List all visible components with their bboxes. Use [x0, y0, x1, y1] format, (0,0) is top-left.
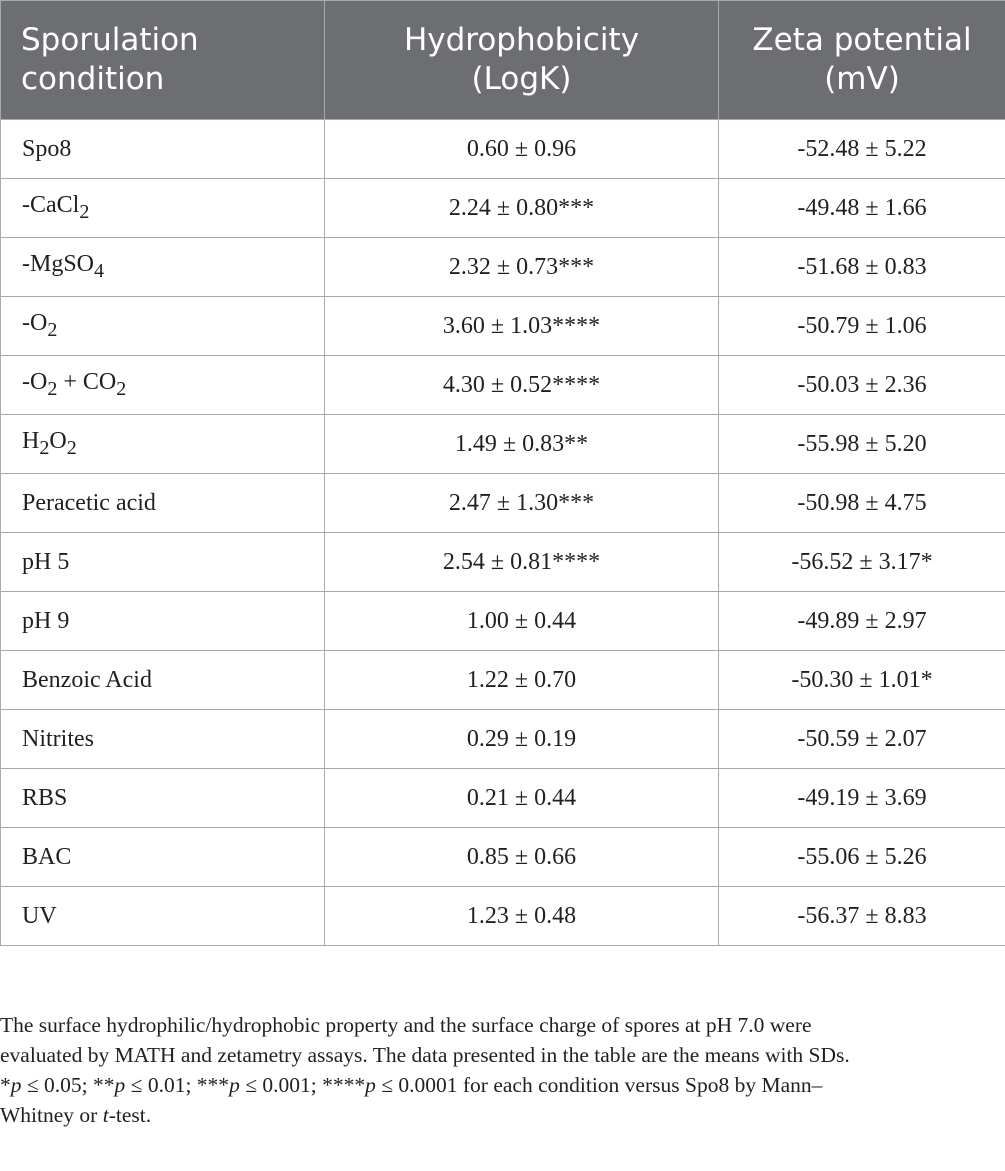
- hydrophobicity-cell: 2.24 ± 0.80***: [325, 179, 719, 238]
- zeta-potential-cell: -49.89 ± 2.97: [719, 592, 1005, 651]
- zeta-potential-cell: -49.19 ± 3.69: [719, 769, 1005, 828]
- footnote-italic-p: p: [114, 1073, 126, 1097]
- subscript: 2: [116, 377, 127, 400]
- table-row: [1, 415, 1005, 474]
- condition-text: -O: [22, 369, 48, 396]
- condition-cell: [1, 769, 325, 828]
- table-row: [1, 887, 1005, 946]
- hydrophobicity-cell: 3.60 ± 1.03****: [325, 297, 719, 356]
- table-row: [1, 356, 1005, 415]
- footnote-text: ≤ 0.0001 for each condition versus Spo8 by Mann–: [375, 1073, 823, 1097]
- zeta-potential-cell: -51.68 ± 0.83: [719, 238, 1005, 297]
- condition-text: BAC: [22, 843, 72, 870]
- condition-cell: [1, 179, 325, 238]
- header-row: [1, 1, 1005, 120]
- subscript: 4: [94, 259, 105, 282]
- header-hydrophobicity: [325, 1, 719, 120]
- header-text: (LogK): [471, 61, 572, 97]
- hydrophobicity-cell: 2.32 ± 0.73***: [325, 238, 719, 297]
- hydrophobicity-cell: 1.00 ± 0.44: [325, 592, 719, 651]
- footnote-italic-p: p: [365, 1073, 376, 1097]
- condition-cell: [1, 710, 325, 769]
- zeta-potential-cell: -50.03 ± 2.36: [719, 356, 1005, 415]
- condition-cell: [1, 533, 325, 592]
- subscript: 2: [66, 436, 77, 459]
- hydrophobicity-cell: 1.23 ± 0.48: [325, 887, 719, 946]
- table-row: [1, 238, 1005, 297]
- zeta-potential-cell: -49.48 ± 1.66: [719, 179, 1005, 238]
- hydrophobicity-cell: 0.85 ± 0.66: [325, 828, 719, 887]
- hydrophobicity-cell: 2.54 ± 0.81****: [325, 533, 719, 592]
- condition-text: Benzoic Acid: [22, 666, 152, 693]
- table-row: [1, 474, 1005, 533]
- table-row: [1, 828, 1005, 887]
- table-row: [1, 769, 1005, 828]
- zeta-potential-cell: -52.48 ± 5.22: [719, 120, 1005, 179]
- condition-cell: [1, 120, 325, 179]
- condition-cell: [1, 356, 325, 415]
- condition-text: UV: [22, 902, 57, 929]
- header-text: Zeta potential: [752, 22, 972, 58]
- table-body: [1, 120, 1005, 946]
- condition-text: Peracetic acid: [22, 489, 156, 516]
- footnote-text: *: [0, 1073, 11, 1097]
- footnote-text: Whitney or: [0, 1103, 103, 1127]
- header-text: Hydrophobicity: [403, 22, 640, 58]
- condition-cell: [1, 651, 325, 710]
- subscript: 2: [47, 377, 58, 400]
- hydrophobicity-cell: 0.60 ± 0.96: [325, 120, 719, 179]
- condition-text: Nitrites: [22, 725, 94, 752]
- condition-text: RBS: [22, 784, 68, 811]
- footnote-significance-line: [0, 1070, 1005, 1100]
- condition-text: pH 5: [22, 548, 70, 575]
- hydrophobicity-cell: 0.21 ± 0.44: [325, 769, 719, 828]
- condition-text: pH 9: [22, 607, 70, 634]
- subscript: 2: [47, 318, 58, 341]
- footnote-italic-p: p: [229, 1073, 240, 1097]
- hydrophobicity-cell: 2.47 ± 1.30***: [325, 474, 719, 533]
- condition-text: -MgSO: [22, 251, 95, 278]
- condition-text: O: [49, 428, 67, 455]
- footnote-italic-t: t: [102, 1103, 109, 1127]
- condition-cell: [1, 238, 325, 297]
- header-text: condition: [21, 61, 165, 97]
- footnote-text: ≤ 0.01; ***: [125, 1073, 230, 1097]
- condition-text: -CaCl: [22, 192, 80, 219]
- header-text: Sporulation: [21, 22, 199, 58]
- condition-text: + CO: [57, 369, 117, 396]
- zeta-potential-cell: -50.30 ± 1.01*: [719, 651, 1005, 710]
- table-header: [1, 1, 1005, 120]
- zeta-potential-cell: -55.98 ± 5.20: [719, 415, 1005, 474]
- table-row: [1, 297, 1005, 356]
- header-zeta-potential: [719, 1, 1005, 120]
- condition-cell: [1, 887, 325, 946]
- footnote-italic-p: p: [10, 1073, 22, 1097]
- footnote-text: -test.: [108, 1103, 152, 1127]
- condition-text: H: [22, 428, 40, 455]
- subscript: 2: [39, 436, 50, 459]
- condition-cell: [1, 415, 325, 474]
- table-row: [1, 592, 1005, 651]
- footnote-line: evaluated by MATH and zetametry assays. The data presented in the table are the means with SDs.: [0, 1043, 850, 1067]
- subscript: 2: [79, 200, 90, 223]
- hydrophobicity-cell: 4.30 ± 0.52****: [325, 356, 719, 415]
- hydrophobicity-cell: 0.29 ± 0.19: [325, 710, 719, 769]
- condition-text: Spo8: [22, 135, 72, 162]
- footnote-test-line: [0, 1100, 1005, 1130]
- zeta-potential-cell: -56.37 ± 8.83: [719, 887, 1005, 946]
- table-row: [1, 710, 1005, 769]
- condition-cell: [1, 474, 325, 533]
- zeta-potential-cell: -56.52 ± 3.17*: [719, 533, 1005, 592]
- header-text: (mV): [824, 61, 900, 97]
- footnote-text: ≤ 0.05; **: [21, 1073, 115, 1097]
- condition-text: -O: [22, 310, 48, 337]
- header-sporulation-condition: [1, 1, 325, 120]
- zeta-potential-cell: -55.06 ± 5.26: [719, 828, 1005, 887]
- hydrophobicity-cell: 1.22 ± 0.70: [325, 651, 719, 710]
- table-row: [1, 179, 1005, 238]
- table-row: [1, 533, 1005, 592]
- zeta-potential-cell: -50.79 ± 1.06: [719, 297, 1005, 356]
- footnote-text: ≤ 0.001; ****: [239, 1073, 366, 1097]
- footnote-line: The surface hydrophilic/hydrophobic property and the surface charge of spores at pH 7.0 were: [0, 1013, 812, 1037]
- table-footnote: [0, 1010, 1005, 1130]
- zeta-potential-cell: -50.98 ± 4.75: [719, 474, 1005, 533]
- table-row: [1, 120, 1005, 179]
- condition-cell: [1, 592, 325, 651]
- zeta-potential-cell: -50.59 ± 2.07: [719, 710, 1005, 769]
- condition-cell: [1, 828, 325, 887]
- condition-cell: [1, 297, 325, 356]
- hydrophobicity-cell: 1.49 ± 0.83**: [325, 415, 719, 474]
- table-row: [1, 651, 1005, 710]
